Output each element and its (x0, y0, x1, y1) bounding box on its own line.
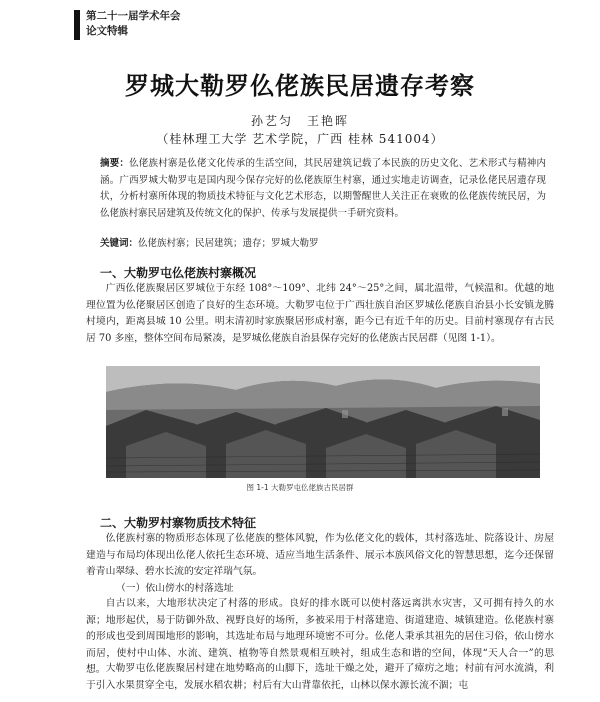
figure-caption: 图 1-1 大勒罗屯仫佬族古民居群 (246, 483, 354, 492)
journal-header (86, 9, 181, 39)
section1-paragraph: 广西仫佬族聚居区罗城位于东经 108°～109°、北纬 24°～25°之间，属北温带，气候温和。优越的地理位置为仫佬聚居区创造了良好的生态环境。大勒罗屯位于广西壮族自治区罗城仫佬族自治县小长安镇龙腾村境内，距离县城 10 公里。明末清初时家族聚居形成村寨，距今已有近千年的历史。目前村寨现存有古民居 70 多座，整体空间布局紧凑，是罗城仫佬族自治县保存完好的仫佬族古民居群（见图 1-1）。 (86, 283, 554, 344)
paper-affiliation: （桂林理工大学 艺术学院，广西 桂林 541004） (156, 132, 444, 146)
abstract-label: 摘要： (100, 158, 130, 169)
abstract (100, 156, 546, 222)
paper-authors: 孙艺匀 王艳晖 (250, 114, 349, 128)
keywords (100, 236, 546, 251)
keywords-label: 关键词： (100, 238, 139, 249)
section2-paragraph1: 仫佬族村寨的物质形态体现了仫佬族的整体风貌，作为仫佬文化的载体，其村落选址、院落设计、房屋建造与布局均体现出仫佬人依托生态环境、适应当地生活条件、展示本族风俗文化的智慧思想，迄今还保留着青山翠绿、碧水长流的安定祥瑞气氛。 (86, 533, 554, 577)
section2-paragraph3: 大勒罗屯仫佬族聚居村建在地势略高的山脚下，选址干燥之处，避开了瘴疠之地；村前有河水流淌，利于引入水果贯穿全屯，发展水稻农耕；村后有大山背靠依托，山林以保水源长流不涸；屯 (86, 663, 554, 691)
section1-heading: 一、大勒罗屯仫佬族村寨概况 (100, 266, 257, 280)
journal-header-line1: 第二十一届学术年会 (86, 10, 181, 22)
section2-subheading: （一）依山傍水的村落选址 (116, 583, 234, 594)
keywords-text: 仫佬族村寨；民居建筑；遗存；罗城大勒罗 (138, 238, 319, 249)
section2-heading: 二、大勒罗村寨物质技术特征 (100, 516, 257, 530)
abstract-text: 仫佬族村寨是仫佬文化传承的生活空间，其民居建筑记载了本民族的历史文化、艺术形式与精神内涵。广西罗城大勒罗屯是国内现今保存完好的仫佬族原生村寨，通过实地走访调查，记录仫佬民居遗存现状，分析村寨所体现的物质技术特征与文化艺术形态，以期警醒世人关注正在衰败的仫佬族传统民居，为仫佬族村寨民居建筑及传统文化的保护、传承与发展提供一手研究资料。 (100, 158, 546, 219)
header-edge-bar (74, 10, 80, 40)
figure-village-photo (106, 366, 540, 478)
paper-title: 罗城大勒罗仫佬族民居遗存考察 (125, 72, 475, 100)
journal-header-line2: 论文特辑 (86, 25, 128, 37)
section2-paragraph2: 自古以来，大地形状决定了村落的形成。良好的排水既可以使村落远离洪水灾害，又可拥有持久的水源；地形起伏，易于防御外敌、视野良好的场所，多被采用于村落建造、街道建造、城镇建造。仫佬族村寨的形成也受到周围地形的影响，其选址布局与地理环境密不可分。仫佬人秉承其祖先的居住习俗，依山傍水而居，使村中山体、水流、建筑、植物等自然景观相互映衬，组成生态和谐的空间，体现“天人合一”的思想。 (86, 598, 554, 675)
